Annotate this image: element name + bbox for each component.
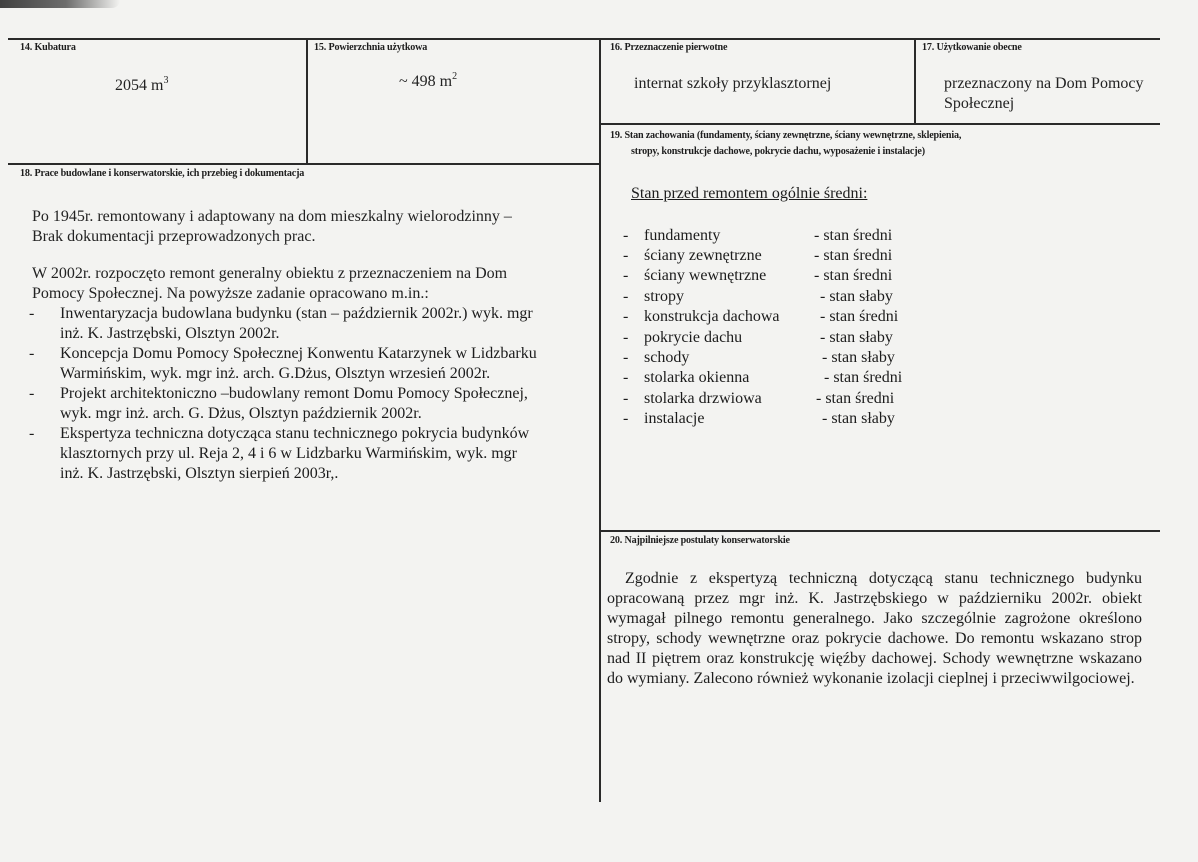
field-label: 20. Najpilniejsze postulaty konserwatorskie bbox=[610, 534, 790, 546]
unit-exponent: 3 bbox=[163, 75, 169, 86]
list-item bbox=[26, 384, 596, 424]
condition-row-stropy bbox=[620, 287, 940, 307]
building-element: stolarka drzwiowa bbox=[644, 390, 762, 407]
dash-bullet: - bbox=[623, 247, 629, 264]
border-16-17-bottom bbox=[599, 123, 1160, 125]
dash-bullet: - bbox=[623, 308, 629, 325]
text-line: Inwentaryzacja budowlana budynku (stan – październik 2002r.) wyk. mgr bbox=[60, 305, 533, 322]
dash-bullet: - bbox=[623, 410, 629, 427]
text-line: Ekspertyza techniczna dotycząca stanu technicznego pokrycia budynków bbox=[60, 425, 530, 442]
dash-bullet: - bbox=[623, 369, 629, 386]
condition-value: - stan średni bbox=[820, 308, 899, 325]
field-value-line-1: przeznaczony na Dom Pomocy bbox=[944, 75, 1144, 92]
condition-value: - stan słaby bbox=[822, 410, 895, 427]
volume-value: 2054 m bbox=[115, 77, 164, 94]
border-14-15-bottom bbox=[8, 163, 600, 165]
text-line: Pomocy Społecznej. Na powyższe zadanie opracowano m.in.: bbox=[32, 285, 429, 302]
condition-value: - stan średni bbox=[814, 267, 893, 284]
condition-value: - stan średni bbox=[816, 390, 895, 407]
condition-row-fundamenty bbox=[620, 226, 940, 246]
dash-bullet: - bbox=[623, 288, 629, 305]
border-19-bottom bbox=[599, 530, 1160, 532]
building-element: ściany zewnętrzne bbox=[644, 247, 762, 264]
text-line: klasztornych przy ul. Reja 2, 4 i 6 w Lidzbarku Warmińskim, wyk. mgr bbox=[60, 445, 517, 462]
building-element: stolarka okienna bbox=[644, 369, 750, 386]
condition-row-sciany-zewnetrzne bbox=[620, 246, 940, 266]
paragraph-text: Zgodnie z ekspertyzą techniczną dotyczącą stanu technicznego budynku opracowaną przez mgr inż. K. Jastrzębskiego w październiku 2002r. obiekt wymagał pilnego remontu generalnego. Jako szczególnie zagrożone określono stropy, schody wewnętrzne oraz pokrycie dachowe. Do remontu wskazano strop nad II piętrem oraz konstrukcję więźby dachowej. Schody wewnętrzne wskazano do wymiany. Zalecono również wykonanie izolacji cieplnej i przeciwwilgociowej. bbox=[607, 570, 1142, 687]
building-element: stropy bbox=[644, 288, 684, 305]
field-value: internat szkoły przyklasztornej bbox=[634, 75, 832, 92]
text-line: Brak dokumentacji przeprowadzonych prac. bbox=[32, 228, 316, 245]
building-element: pokrycie dachu bbox=[644, 329, 743, 346]
text-line: inż. K. Jastrzębski, Olsztyn sierpień 2003r,. bbox=[60, 465, 339, 482]
paragraph-history bbox=[32, 207, 592, 247]
scan-edge-shadow bbox=[0, 0, 120, 8]
field-label-line-2: stropy, konstrukcje dachowe, pokrycie dachu, wyposażenie i instalacje) bbox=[631, 145, 925, 157]
dash-bullet: - bbox=[29, 345, 35, 362]
field-value bbox=[399, 72, 457, 92]
divider-14-15 bbox=[306, 38, 308, 164]
field-label: 15. Powierzchnia użytkowa bbox=[314, 41, 428, 53]
documentation-list bbox=[26, 304, 596, 484]
field-label: 17. Użytkowanie obecne bbox=[922, 41, 1022, 53]
paragraph-renovation bbox=[32, 264, 592, 304]
field-label: 14. Kubatura bbox=[20, 41, 76, 53]
condition-row-stolarka-drzwiowa bbox=[620, 389, 940, 409]
dash-bullet: - bbox=[623, 267, 629, 284]
field-label: 16. Przeznaczenie pierwotne bbox=[610, 41, 728, 53]
condition-value: - stan słaby bbox=[820, 288, 893, 305]
divider-16-17 bbox=[914, 38, 916, 124]
condition-value: - stan średni bbox=[814, 247, 893, 264]
conservation-recommendations-text bbox=[607, 569, 1142, 689]
field-label-line-1: 19. Stan zachowania (fundamenty, ściany zewnętrzne, ściany wewnętrzne, sklepienia, bbox=[610, 129, 962, 141]
text-line: inż. K. Jastrzębski, Olsztyn 2002r. bbox=[60, 325, 280, 342]
divider-left-right bbox=[599, 38, 601, 802]
condition-value: - stan średni bbox=[824, 369, 903, 386]
condition-row-stolarka-okienna bbox=[620, 368, 940, 388]
condition-row-konstrukcja-dachowa bbox=[620, 307, 940, 327]
list-item bbox=[26, 344, 596, 384]
text-line: W 2002r. rozpoczęto remont generalny obiektu z przeznaczeniem na Dom bbox=[32, 265, 508, 282]
list-item bbox=[26, 424, 596, 484]
text-line: wyk. mgr inż. arch. G. Dżus, Olsztyn październik 2002r. bbox=[60, 405, 422, 422]
building-element: instalacje bbox=[644, 410, 705, 427]
dash-bullet: - bbox=[29, 305, 35, 322]
dash-bullet: - bbox=[29, 385, 35, 402]
text-line: Po 1945r. remontowany i adaptowany na dom mieszkalny wielorodzinny – bbox=[32, 208, 512, 225]
field-value-line-2: Społecznej bbox=[944, 95, 1015, 112]
building-element: konstrukcja dachowa bbox=[644, 308, 780, 325]
condition-row-instalacje bbox=[620, 409, 940, 429]
condition-value: - stan słaby bbox=[820, 329, 893, 346]
condition-value: - stan słaby bbox=[822, 349, 895, 366]
building-element: ściany wewnętrzne bbox=[644, 267, 767, 284]
condition-row-schody bbox=[620, 348, 940, 368]
dash-bullet: - bbox=[623, 349, 629, 366]
text-line: Koncepcja Domu Pomocy Społecznej Konwentu Katarzynek w Lidzbarku bbox=[60, 345, 537, 362]
condition-row-sciany-wewnetrzne bbox=[620, 266, 940, 286]
text-line: Projekt architektoniczno –budowlany remont Domu Pomocy Społecznej, bbox=[60, 385, 528, 402]
list-item bbox=[26, 304, 596, 344]
building-element: schody bbox=[644, 349, 690, 366]
field-value bbox=[115, 76, 168, 96]
unit-exponent: 2 bbox=[452, 71, 458, 82]
dash-bullet: - bbox=[623, 390, 629, 407]
condition-summary-heading: Stan przed remontem ogólnie średni: bbox=[631, 185, 868, 202]
text-line: Warmińskim, wyk. mgr inż. arch. G.Dżus, Olsztyn wrzesień 2002r. bbox=[60, 365, 491, 382]
area-value: ~ 498 m bbox=[399, 73, 453, 90]
condition-row-pokrycie-dachu bbox=[620, 328, 940, 348]
condition-value: - stan średni bbox=[814, 227, 893, 244]
dash-bullet: - bbox=[29, 425, 35, 442]
form-top-border bbox=[8, 38, 1160, 40]
building-element: fundamenty bbox=[644, 227, 721, 244]
dash-bullet: - bbox=[623, 227, 629, 244]
dash-bullet: - bbox=[623, 329, 629, 346]
field-label: 18. Prace budowlane i konserwatorskie, ich przebieg i dokumentacja bbox=[20, 167, 305, 179]
